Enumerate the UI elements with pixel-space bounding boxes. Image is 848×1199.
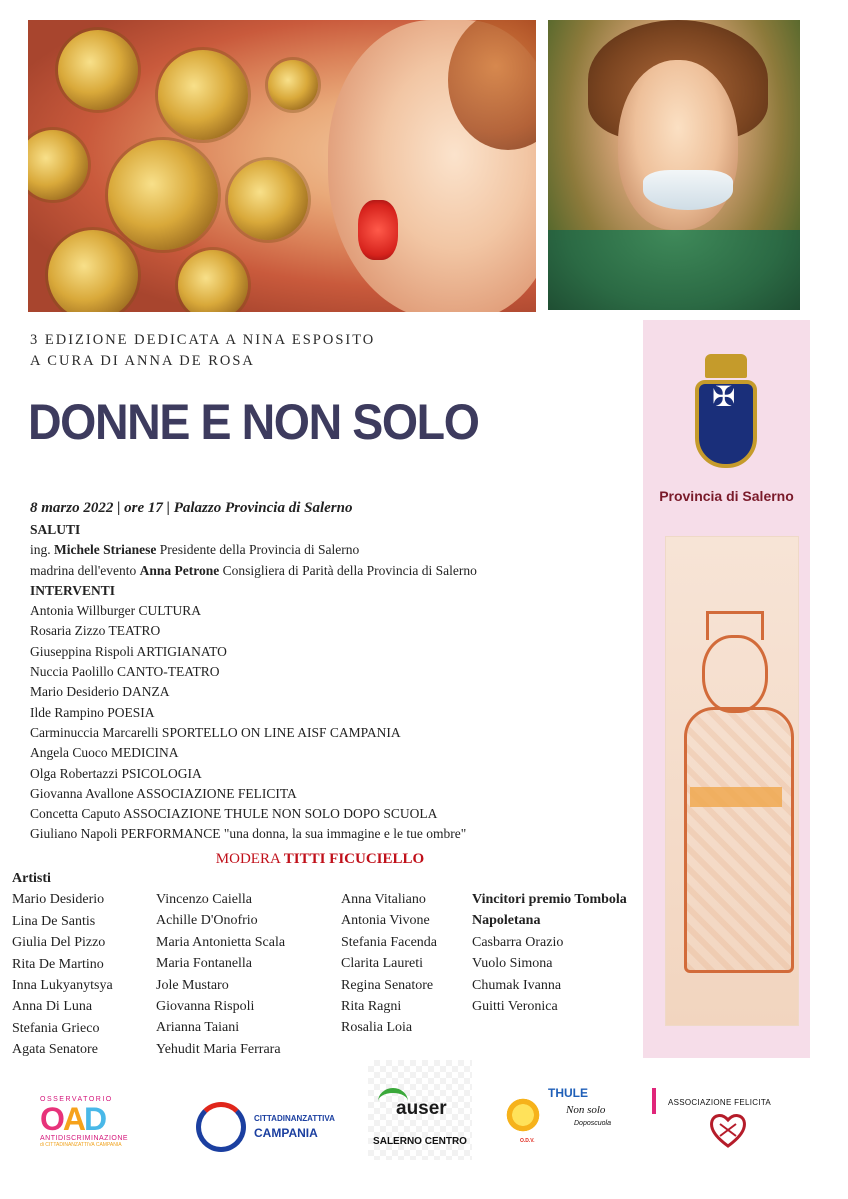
artist-name: Antonia Vivone [341,913,430,929]
artists-column-1 [12,868,113,1061]
winner-name: Vuolo Simona [472,956,553,972]
fresco-image [665,536,799,1026]
artist-name: Rosalia Loia [341,1020,413,1036]
winner-name: Casbarra Orazio [472,934,564,950]
artist-name: Arianna Taiani [156,1020,240,1036]
intervento-item: Nuccia Paolillo CANTO-TEATRO [30,664,220,680]
artist-name: Regina Senatore [341,977,434,993]
moderator-line: MODERA TITTI FICUCIELLO [215,851,425,867]
artist-name: Rita Ragni [341,999,402,1015]
winners-column [472,889,627,1017]
intervento-item: Antonia Willburger CULTURA [30,603,201,619]
felicita-logo: ASSOCIAZIONE FELICITA [650,1088,790,1158]
edition-intro [30,330,375,372]
artists-column-3 [341,889,437,1039]
winners-heading: Napoletana [472,913,541,929]
intervento-item: Giuseppina Rispoli ARTIGIANATO [30,643,227,659]
artist-name: Giovanna Rispoli [156,999,255,1015]
intervento-item: Giovanna Avallone ASSOCIAZIONE FELICITA [30,785,297,801]
winner-name: Chumak Ivanna [472,977,562,993]
intervento-item: Olga Robertazzi PSICOLOGIA [30,765,202,781]
artist-name: Vincenzo Caiella [156,892,252,907]
program [30,520,477,845]
intervento-item: Angela Cuoco MEDICINA [30,745,179,761]
artist-name: Stefania Facenda [341,934,438,950]
edition-line: 3 EDIZIONE DEDICATA A NINA ESPOSITO [30,332,376,348]
hero-image-nurse [548,20,800,310]
winners-heading: Vincitori premio Tombola [472,892,627,907]
heart-icon [708,1112,748,1148]
sidebar-panel [643,320,810,1058]
artist-name: Clarita Laureti [341,956,424,972]
hero-image-virus-woman [28,20,536,312]
artist-name: Jole Mustaro [156,977,229,993]
auser-logo: auser SALERNO CENTRO [368,1060,472,1160]
province-crest-icon: ✠ [695,354,757,474]
artist-name: Maria Antonietta Scala [156,934,286,950]
artist-name: Giulia Del Pizzo [12,935,106,951]
saluti-item: madrina dell'evento Anna Petrone Consigliera di Parità della Provincia di Salerno [30,562,477,578]
artist-name: Maria Fontanella [156,956,253,972]
event-date-place: 8 marzo 2022 | ore 17 | Palazzo Provincia di Salerno [30,500,353,516]
artist-name: Inna Lukyanytsya [12,978,113,994]
artist-name: Yehudit Maria Ferrara [156,1041,281,1057]
artist-name: Rita De Martino [12,956,104,972]
intervento-item: Mario Desiderio DANZA [30,684,170,700]
artist-name: Stefania Grieco [12,1020,100,1036]
intervento-item: Carminuccia Marcarelli SPORTELLO ON LINE AISF CAMPANIA [30,724,401,740]
artists-column-2 [156,889,285,1060]
page-title: DONNE E NON SOLO [28,394,479,450]
saluti-heading: SALUTI [30,522,81,537]
intervento-item: Giuliano Napoli PERFORMANCE "una donna, la sua immagine e le tue ombre" [30,826,467,842]
artist-name: Lina De Santis [12,913,96,929]
intervento-item: Rosaria Zizzo TEATRO [30,623,161,639]
artists-heading: Artisti [12,871,51,886]
thule-logo: THULE Non solo Doposcuola O.D.V. [502,1088,622,1148]
interventi-heading: INTERVENTI [30,582,116,598]
oad-logo: OSSERVATORIO OAD ANTIDISCRIMINAZIONE di CITTADINANZATTIVA CAMPANIA [40,1096,129,1148]
sun-icon [504,1096,542,1134]
cittadinanzattiva-logo: CITTADINANZATTIVA CAMPANIA [196,1102,346,1152]
artist-name: Anna Di Luna [12,999,93,1015]
artist-name: Anna Vitaliano [341,892,426,907]
winner-name: Guitti Veronica [472,999,558,1015]
artist-name: Achille D'Onofrio [156,913,258,929]
saluti-item: ing. Michele Strianese Presidente della Provincia di Salerno [30,542,360,558]
artist-name: Agata Senatore [12,1042,98,1058]
intervento-item: Ilde Rampino POESIA [30,704,155,720]
curator-line: A CURA DI ANNA DE ROSA [30,353,255,369]
institution-name: Provincia di Salerno [659,488,794,504]
artist-name: Mario Desiderio [12,892,105,908]
intervento-item: Concetta Caputo ASSOCIAZIONE THULE NON SOLO DOPO SCUOLA [30,806,438,822]
